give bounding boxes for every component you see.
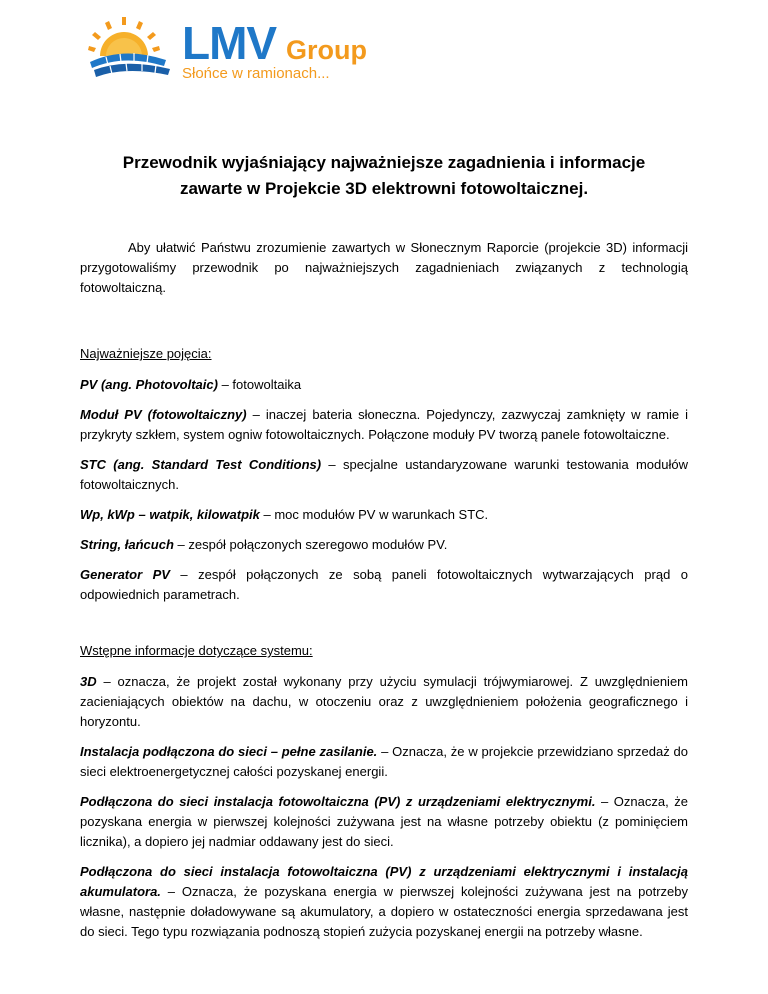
info-definition: – oznacza, że projekt został wykonany przy użyciu symulacji trójwymiarowej. Z uwzględnieniem zacieniających obiektów na dachu, w otoczeniu oraz z uwzględnieniem położenia geograficznego i horyzontu. bbox=[80, 674, 688, 729]
section-heading-system-info: Wstępne informacje dotyczące systemu: bbox=[80, 643, 313, 658]
sun-panel-icon bbox=[86, 14, 182, 80]
info-label: Podłączona do sieci instalacja fotowoltaiczna (PV) z urządzeniami elektrycznymi. bbox=[80, 794, 596, 809]
term-label: STC (ang. Standard Test Conditions) bbox=[80, 457, 322, 472]
info-label: 3D bbox=[80, 674, 97, 689]
term-label: String, łańcuch bbox=[80, 537, 174, 552]
document-title: Przewodnik wyjaśniający najważniejsze zagadnienia i informacje zawarte w Projekcie 3D elektrowni fotowoltaicznej. bbox=[122, 153, 646, 198]
logo-group-text: Group bbox=[286, 35, 367, 65]
term-definition: – inaczej bateria słoneczna. Pojedynczy, zazwyczaj zamknięty w ramie i przykryty szkłem, system ogniw fotowoltaicznych. Połączone moduły PV tworzą panele fotowoltaiczne. bbox=[80, 407, 688, 442]
term-definition: – zespół połączonych ze sobą paneli fotowoltaicznych wytwarzających prąd o odpowiednich parametrach. bbox=[80, 567, 688, 602]
info-definition: – Oznacza, że pozyskana energia w pierwszej kolejności zużywana jest na potrzeby własne, następnie doładowywane są akumulatory, a dopiero w ostateczności energia sprzedawana jest do sieci. Tego typu rozwiązania podnoszą stopień zużycia pozyskanej energii na potrzeby własne. bbox=[80, 884, 688, 939]
term-definition: – fotowoltaika bbox=[217, 377, 302, 392]
info-label: Podłączona do sieci instalacja fotowoltaiczna (PV) z urządzeniami elektrycznymi i instalacją akumulatora. bbox=[80, 864, 688, 899]
term-label: Moduł PV (fotowoltaiczny) bbox=[80, 407, 247, 422]
term-paragraph bbox=[80, 455, 688, 495]
term-paragraph bbox=[80, 405, 688, 445]
term-label: Wp, kWp – watpik, kilowatpik bbox=[80, 507, 260, 522]
info-paragraph bbox=[80, 862, 688, 942]
term-label: PV (ang. Photovoltaic) bbox=[80, 377, 218, 392]
term-paragraph bbox=[80, 505, 688, 525]
logo-brand-text: LMV bbox=[182, 17, 277, 69]
info-paragraph bbox=[80, 792, 688, 852]
section-heading-key-terms: Najważniejsze pojęcia: bbox=[80, 346, 212, 361]
info-paragraph bbox=[80, 672, 688, 732]
term-paragraph bbox=[80, 535, 688, 555]
info-definition: – Oznacza, że w projekcie przewidziano sprzedaż do sieci elektroenergetycznej całości pozyskanej energii. bbox=[80, 744, 688, 779]
info-paragraph bbox=[80, 742, 688, 782]
logo-slogan: Słońce w ramionach... bbox=[182, 65, 330, 82]
intro-paragraph: Aby ułatwić Państwu zrozumienie zawartych w Słonecznym Raporcie (projekcie 3D) informacji przygotowaliśmy przewodnik po najważniejszych zagadnieniach związanych z technologią fotowoltaiczną. bbox=[80, 240, 688, 295]
term-label: Generator PV bbox=[80, 567, 170, 582]
company-logo bbox=[86, 14, 386, 94]
term-definition: – specjalne ustandaryzowane warunki testowania modułów fotowoltaicznych. bbox=[80, 457, 689, 492]
info-definition: – Oznacza, że pozyskana energia w pierwszej kolejności zużywana jest na własne potrzeby obiektu (z pominięciem licznika), a dopiero jej nadmiar oddawany jest do sieci. bbox=[80, 794, 688, 849]
term-definition: – moc modułów PV w warunkach STC. bbox=[259, 507, 489, 522]
term-paragraph bbox=[80, 375, 688, 395]
document-body bbox=[80, 238, 688, 952]
info-label: Instalacja podłączona do sieci – pełne zasilanie. bbox=[80, 744, 378, 759]
term-paragraph bbox=[80, 565, 688, 605]
term-definition: – zespół połączonych szeregowo modułów PV. bbox=[173, 537, 448, 552]
